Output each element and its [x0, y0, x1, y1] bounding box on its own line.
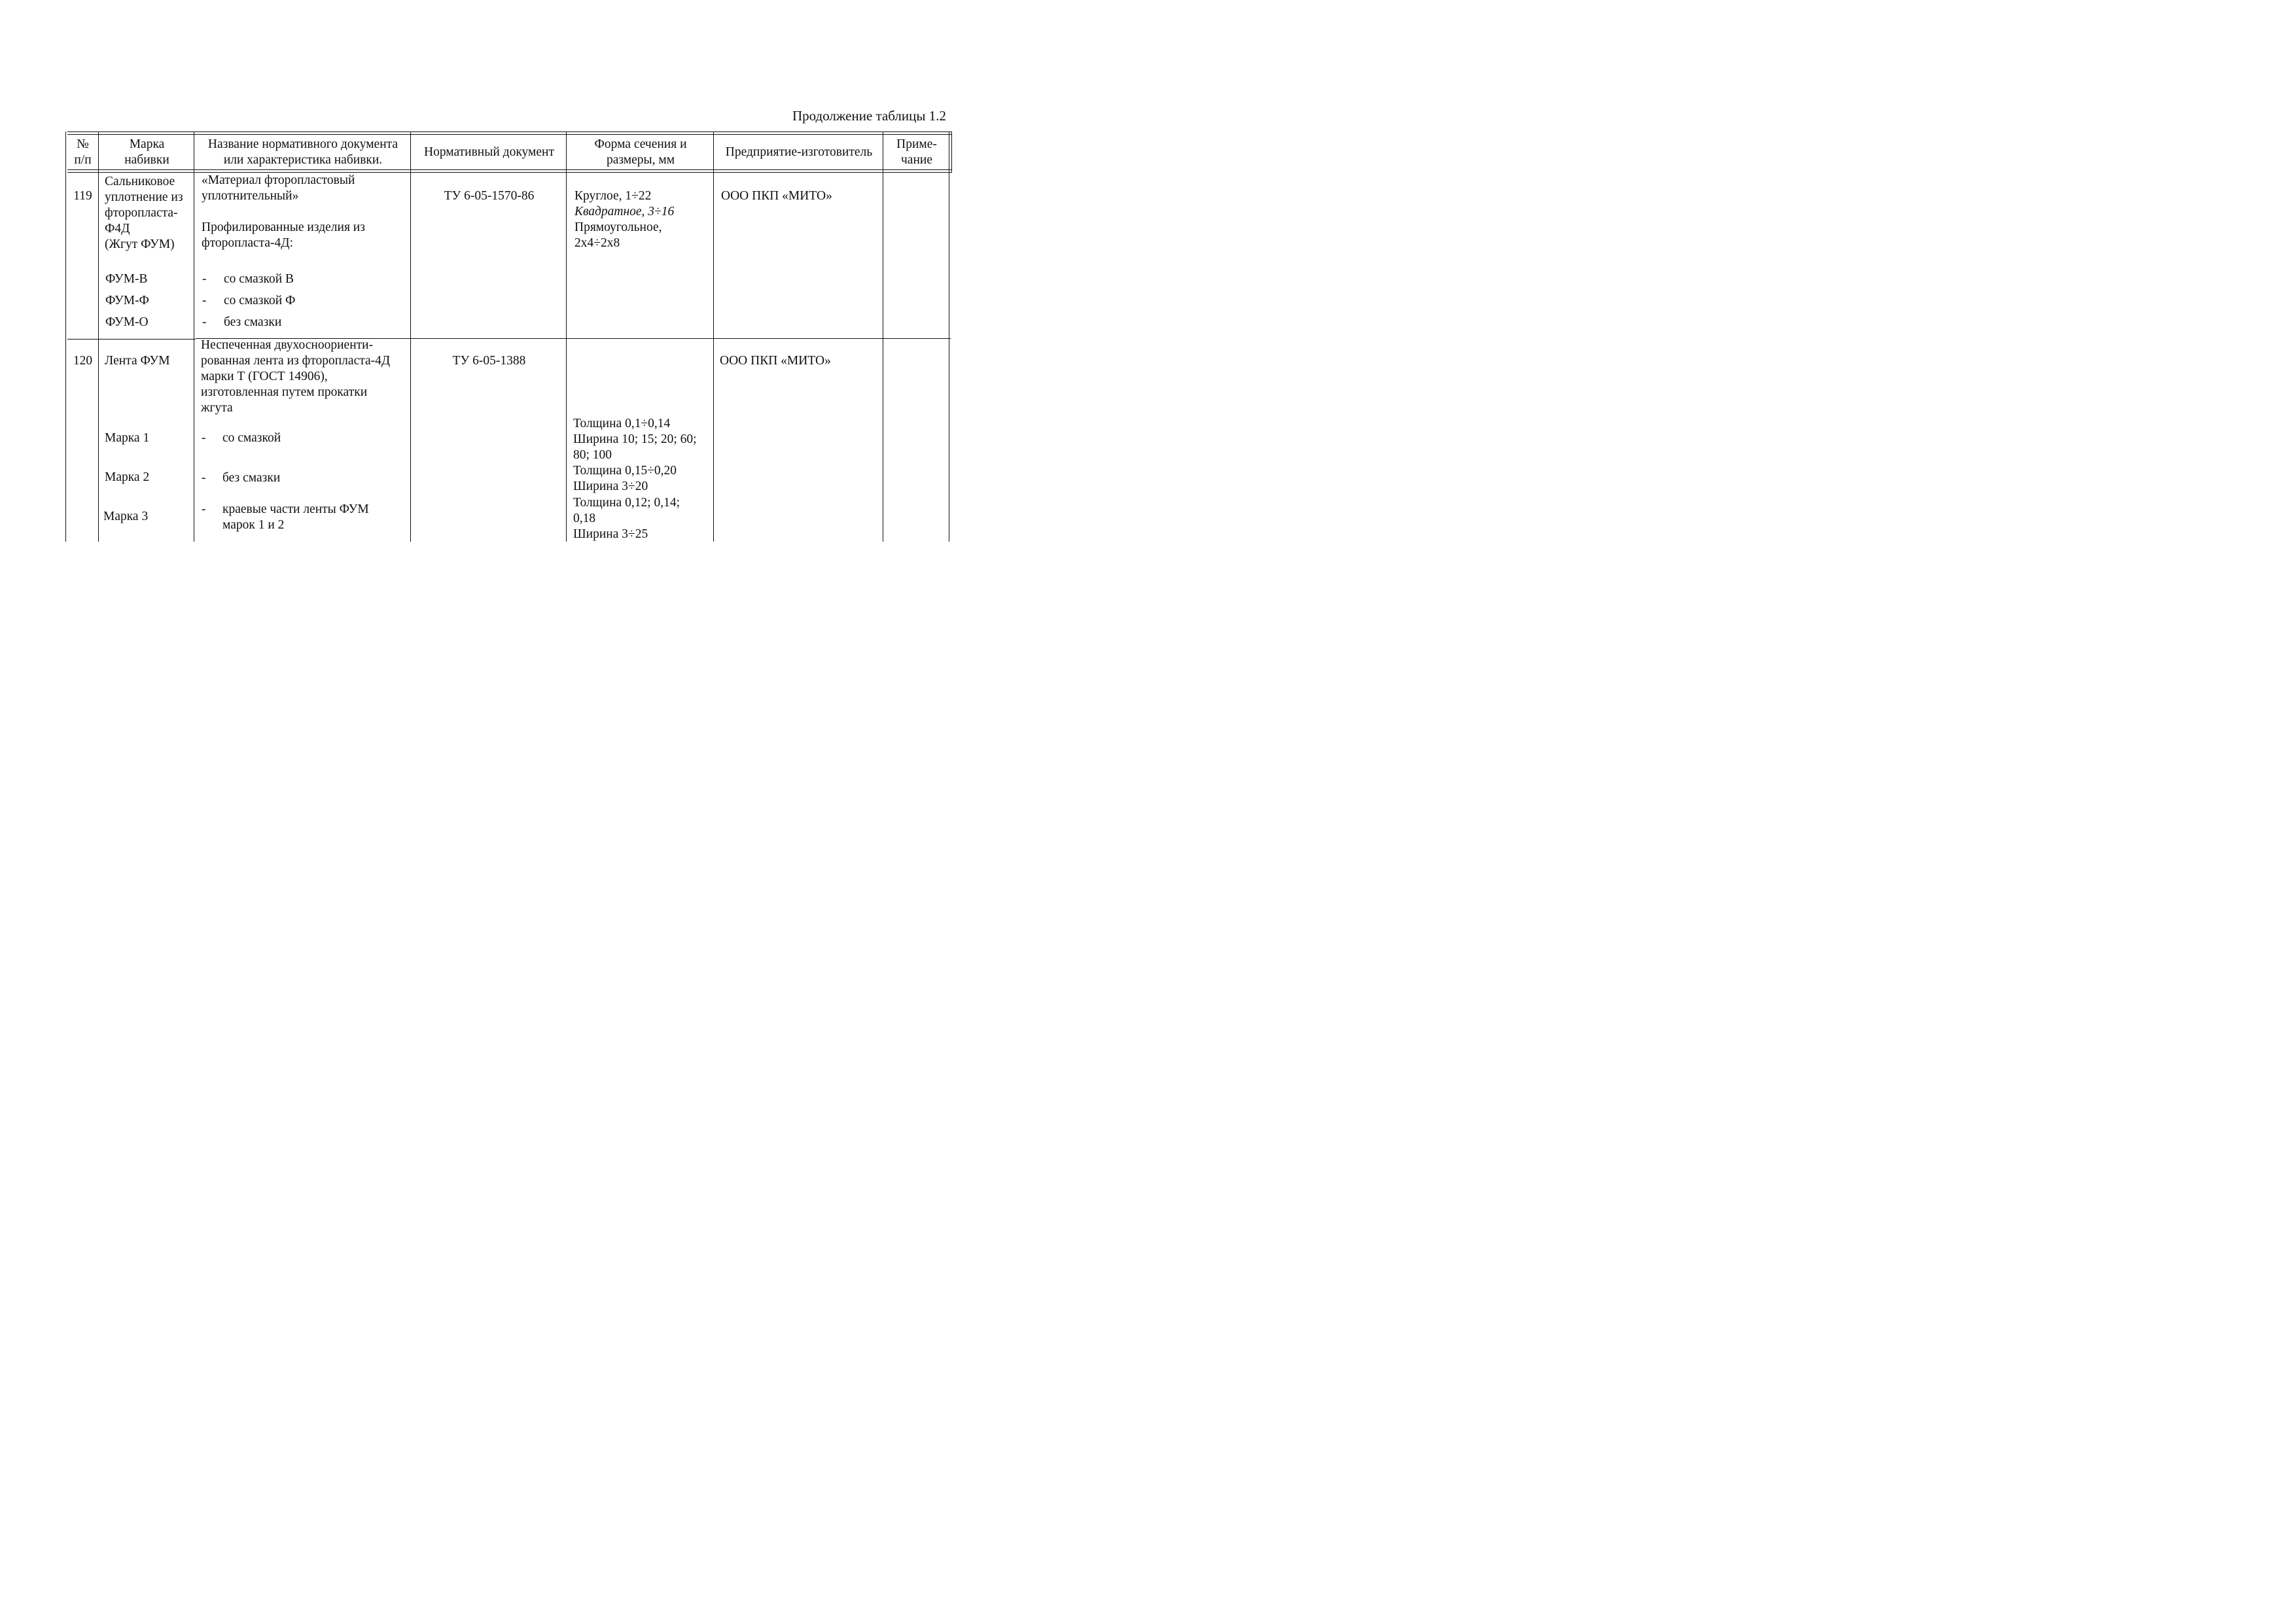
normative-doc: ТУ 6-05-1388 [452, 354, 526, 368]
section-shape: Толщина 0,12; 0,14; [573, 496, 680, 510]
row-divider-left [67, 339, 100, 340]
table-top-rule [67, 131, 952, 132]
packing-brand: Лента ФУМ [105, 354, 170, 368]
header-num: п/п [74, 153, 92, 167]
list-dash: - [202, 294, 207, 307]
column-rule-1 [98, 131, 99, 542]
sub-brand: ФУМ-Ф [105, 294, 149, 307]
column-rule-outer-7 [951, 131, 952, 172]
packing-description: «Материал фторопластовый [202, 173, 355, 187]
section-shape: Ширина 3÷25 [573, 527, 648, 541]
packing-brand: Ф4Д [105, 222, 130, 236]
section-shape: Толщина 0,15÷0,20 [573, 464, 677, 478]
sub-description: со смазкой Ф [224, 294, 296, 307]
packing-brand: Сальниковое [105, 175, 175, 188]
sub-brand: Марка 2 [105, 470, 150, 484]
section-shape: 80; 100 [573, 448, 612, 462]
sub-brand: Марка 1 [105, 431, 150, 445]
sub-description: со смазкой [222, 431, 281, 445]
table-caption: Продолжение таблицы 1.2 [792, 108, 946, 124]
section-shape: 0,18 [573, 512, 596, 525]
column-rule-3 [410, 131, 411, 542]
section-shape: Ширина 3÷20 [573, 480, 648, 493]
list-dash: - [202, 431, 206, 445]
header-bottom-rule-upper [67, 169, 952, 170]
packing-description: уплотнительный» [202, 189, 299, 203]
header-doc: Нормативный документ [424, 145, 554, 159]
sub-description: краевые части ленты ФУМ [222, 502, 369, 516]
section-shape: Прямоугольное, [574, 220, 662, 234]
row-divider-brand [100, 339, 196, 340]
row-number: 120 [73, 354, 93, 368]
header-brand: Марка [129, 137, 165, 151]
packing-description: жгута [201, 401, 233, 415]
packing-description: Профилированные изделия из [202, 220, 365, 234]
sub-brand: Марка 3 [103, 510, 149, 523]
header-brand: набивки [124, 153, 169, 167]
sub-description: марок 1 и 2 [222, 518, 285, 532]
section-shape: Толщина 0,1÷0,14 [573, 417, 671, 430]
section-shape: 2х4÷2х8 [574, 236, 620, 250]
header-num: № [77, 137, 89, 151]
list-dash: - [202, 272, 207, 286]
packing-description: фторопласта-4Д: [202, 236, 294, 250]
header-description: Название нормативного документа [207, 137, 398, 151]
column-rule-5 [713, 131, 714, 542]
manufacturer: ООО ПКП «МИТО» [721, 189, 832, 203]
manufacturer: ООО ПКП «МИТО» [720, 354, 831, 368]
packing-brand: фторопласта- [105, 206, 178, 220]
header-maker: Предприятие-изготовитель [725, 145, 873, 159]
header-bottom-rule [67, 172, 952, 173]
header-notes: чание [901, 153, 932, 167]
packing-brand: уплотнение из [105, 190, 183, 204]
section-shape: Круглое, 1÷22 [574, 189, 652, 203]
header-shape: Форма сечения и [594, 137, 687, 151]
table-sheet [0, 0, 1017, 720]
sub-description: со смазкой В [224, 272, 294, 286]
section-shape: Квадратное, 3÷16 [574, 205, 675, 218]
sub-description: без смазки [224, 315, 282, 329]
list-dash: - [202, 502, 206, 516]
normative-doc: ТУ 6-05-1570-86 [444, 189, 535, 203]
row-divider-notes [885, 338, 951, 339]
row-number: 119 [73, 189, 92, 203]
sub-description: без смазки [222, 471, 281, 485]
packing-description: марки Т (ГОСТ 14906), [201, 370, 328, 383]
list-dash: - [202, 471, 206, 485]
list-dash: - [202, 315, 207, 329]
column-rule-0 [65, 131, 66, 542]
section-shape: Ширина 10; 15; 20; 60; [573, 432, 697, 446]
table-top-rule-inner [67, 134, 952, 135]
packing-description: рованная лента из фторопласта-4Д [201, 354, 391, 368]
sub-brand: ФУМ-О [105, 315, 149, 329]
packing-description: Неспеченная двухосноориенти- [201, 338, 374, 352]
packing-brand: (Жгут ФУМ) [105, 237, 175, 251]
header-description: или характеристика набивки. [223, 153, 383, 167]
packing-description: изготовленная путем прокатки [201, 385, 368, 399]
header-notes: Приме- [896, 137, 937, 151]
column-rule-4 [566, 131, 567, 542]
header-shape: размеры, мм [606, 153, 675, 167]
sub-brand: ФУМ-В [105, 272, 148, 286]
